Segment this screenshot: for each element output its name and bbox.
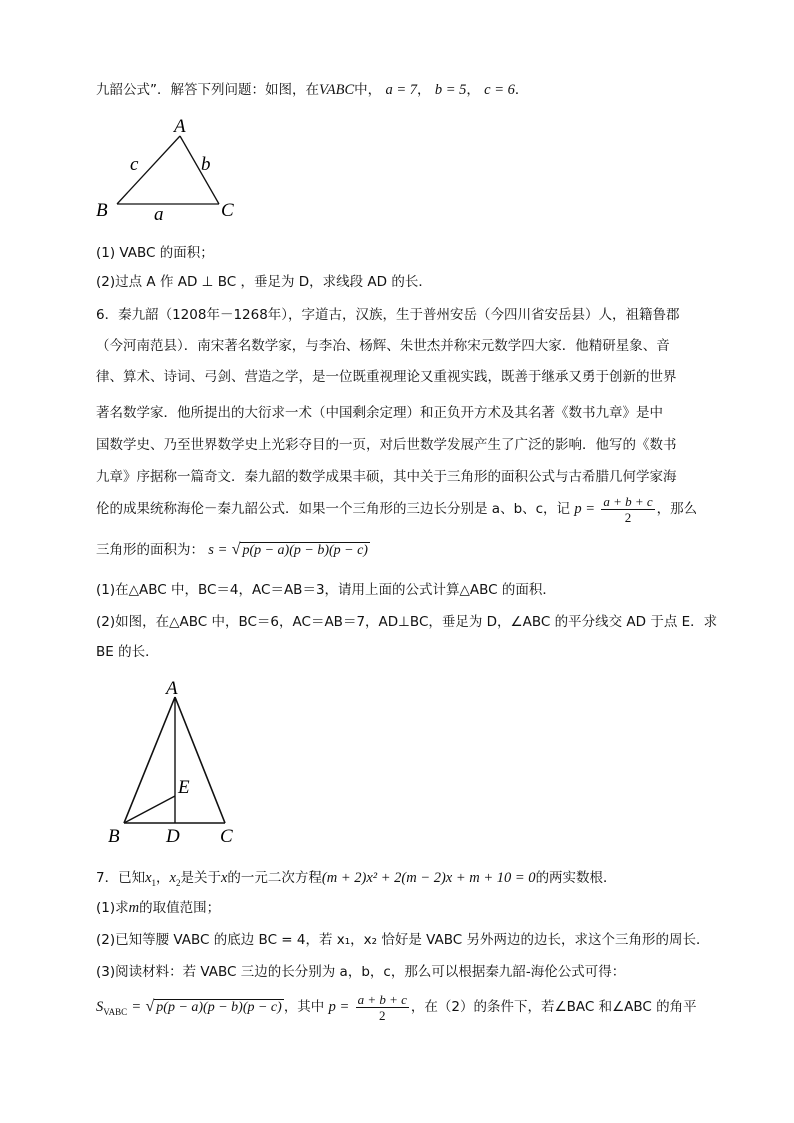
q5-a-value: a = 7 — [385, 82, 418, 98]
fig1-side-b — [180, 136, 219, 204]
fig2-label-A: A — [166, 678, 178, 699]
fig1-label-C: C — [221, 200, 234, 221]
q6-line-1: 6．秦九韶（1208年－1268年），字道古，汉族，生于普州安岳（今四川省安岳县）人，祖籍鲁郡 — [96, 307, 680, 323]
fig2-label-E: E — [178, 777, 190, 798]
q6-radicand: p(p − a)(p − b)(p − c) — [242, 543, 368, 558]
q6-line7-end: ，那么 — [656, 501, 698, 517]
q6-line-7 — [96, 492, 697, 526]
fig2-label-C: C — [220, 826, 233, 847]
fig2-label-D: D — [166, 826, 180, 847]
q6-line-8 — [96, 540, 370, 561]
q7-line1-a: 7．已知 — [96, 870, 146, 886]
q6-line-5: 国数学史、乃至世界数学史上光彩夺目的一页，对后世数学发展产生了广泛的影响．他写的《数书 — [96, 437, 677, 453]
q7-line1-e: 的两实数根． — [535, 870, 617, 886]
q7-p-denominator: 2 — [378, 1007, 386, 1023]
q6-p-denominator: 2 — [624, 509, 632, 525]
q7-x1: $x_1$ — [145, 870, 157, 888]
fig2-label-B: B — [108, 826, 120, 847]
q5-part1: (1) VABC 的面积； — [96, 245, 214, 261]
q5-sep1: ， — [417, 82, 431, 98]
q6-part1: (1)在△ABC 中，BC＝4，AC＝AB＝3，请用上面的公式计算△ABC 的面积． — [96, 582, 556, 598]
q6-p-label: p = — [574, 501, 596, 517]
q5-b-value: b = 5 — [434, 82, 467, 98]
q7-last-end: ，在（2）的条件下，若∠BAC 和∠ABC 的角平 — [410, 999, 697, 1015]
q7-p-numerator: a + b + c — [357, 991, 407, 1007]
q5-sep2: ， — [466, 82, 480, 98]
q7-radicand: p(p − a)(p − b)(p − c) — [156, 1000, 282, 1015]
q6-line7-text: 伦的成果统称海伦－秦九韶公式．如果一个三角形的三边长分别是 a、b、c，记 — [96, 501, 571, 517]
q7-x2: $x_2$ — [169, 870, 181, 888]
q6-line-3: 律、算术、诗词、弓剑、营造之学，是一位既重视理论又重视实践，既善于继承又勇于创新的世界 — [96, 369, 677, 385]
q5-mid: 中， — [354, 82, 382, 98]
q5-header-line — [96, 80, 528, 100]
q7-formula-line — [96, 990, 697, 1029]
fig2-side-AC — [175, 697, 225, 823]
radical-sign: √ — [231, 541, 241, 558]
q6-p-fraction — [601, 494, 654, 525]
triangle-figure-1 — [90, 112, 250, 227]
q7-equation: (m + 2)x² + 2(m − 2)x + m + 10 = 0 — [321, 870, 536, 886]
q5-end: ． — [514, 82, 529, 98]
triangle-figure-2 — [100, 675, 250, 850]
q7-last-mid: ，其中 — [283, 999, 325, 1015]
radical-sign-2: √ — [145, 998, 155, 1015]
fig1-label-c: c — [130, 154, 139, 175]
q7-line-1 — [96, 868, 617, 893]
q7-p-fraction — [356, 992, 409, 1023]
fig2-bisector-BE — [124, 796, 175, 823]
fig1-label-A: A — [174, 116, 186, 137]
fig1-label-a: a — [154, 204, 164, 225]
q6-s-label: s = — [208, 542, 228, 558]
q7-part2: (2)已知等腰 VABC 的底边 BC = 4，若 x₁，x₂ 恰好是 VABC 另外两边的边长，求这个三角形的周长． — [96, 932, 710, 948]
fig1-label-B: B — [96, 200, 108, 221]
q7-part1-a: (1)求 — [96, 900, 129, 916]
q6-p-numerator: a + b + c — [603, 493, 653, 509]
fig1-side-c — [117, 136, 180, 204]
q7-part1 — [96, 898, 220, 918]
q7-equals: = — [131, 999, 142, 1015]
q7-line1-d: 的一元二次方程 — [227, 870, 322, 886]
q7-x-var: x — [220, 870, 228, 886]
q6-line-6: 九章》序据称一篇奇文．秦九韶的数学成果丰硕，其中关于三角形的面积公式与古希腊几何学家海 — [96, 469, 677, 485]
q5-c-value: c = 6 — [484, 82, 515, 98]
q5-intro: 九韶公式”．解答下列问题：如图，在 — [96, 82, 319, 98]
fig1-label-b: b — [201, 154, 211, 175]
q7-line1-b: ， — [156, 870, 170, 886]
q7-part1-m: m — [128, 900, 140, 916]
q7-line1-c: 是关于 — [180, 870, 221, 886]
q7-part3: (3)阅读材料：若 VABC 三边的长分别为 a，b，c，那么可以根据秦九韶-海伦公式可得： — [96, 964, 626, 980]
q5-part2: (2)过点 A 作 AD ⊥ BC ，垂足为 D，求线段 AD 的长． — [96, 274, 432, 290]
q5-triangle-name: VABC — [319, 82, 355, 98]
q7-part1-b: 的取值范围； — [139, 900, 221, 916]
q6-part2-line1: (2)如图，在△ABC 中，BC＝6，AC＝AB＝7，AD⊥BC，垂足为 D，∠ABC 的平分线交 AD 于点 E．求 — [96, 614, 718, 630]
q6-line8-text: 三角形的面积为： — [96, 542, 204, 558]
q6-line-4: 著名数学家．他所提出的大衍求一术（中国剩余定理）和正负开方术及其名著《数书九章》是中 — [96, 405, 663, 421]
q7-area-symbol: $S_{VABC}$ — [96, 999, 128, 1017]
q6-line-2: （今河南范县）．南宋著名数学家，与李冶、杨辉、朱世杰并称宋元数学四大家．他精研星象、音 — [96, 338, 670, 354]
q7-p-label: p = — [328, 999, 350, 1015]
q6-part2-line2: BE 的长． — [96, 644, 159, 660]
fig2-side-AB — [124, 697, 175, 823]
